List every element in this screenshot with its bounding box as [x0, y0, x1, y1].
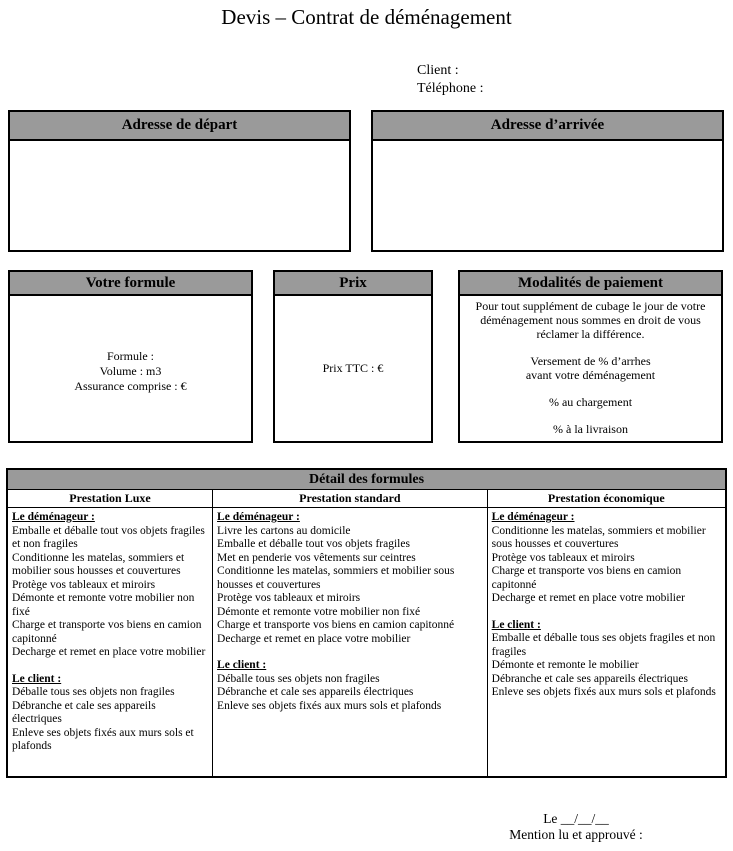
signature-block [426, 811, 726, 843]
list-item: Protège vos tableaux et miroirs [12, 578, 156, 591]
standard-column-cell [213, 508, 488, 776]
list-item: Charge et transporte vos biens en camion capitonné [217, 619, 455, 631]
list-item: Débranche et cale ses appareils électriques [217, 686, 414, 698]
payment-intro: Pour tout supplément de cubage le jour de votre déménagement nous sommes en droit de vous réclamer la différence. [475, 299, 706, 341]
formule-header: Votre formule [10, 272, 251, 296]
delivery-line: % à la livraison [553, 422, 628, 436]
arrival-address-box [371, 110, 724, 252]
economique-column-cell [488, 508, 725, 776]
formule-box [8, 270, 253, 443]
formule-body [10, 296, 251, 394]
list-item: Déballe tous ses objets non fragiles [217, 672, 380, 685]
list-item: Enleve ses objets fixés aux murs sols et plafonds [12, 726, 194, 752]
mention-line: Mention lu et approuvé : [509, 827, 643, 842]
details-table [6, 468, 727, 778]
economique-client-heading: Le client : [491, 618, 541, 631]
volume-line: Volume : m3 [99, 364, 162, 378]
luxe-demenageur-heading: Le déménageur : [12, 511, 95, 523]
list-item: Livre les cartons au domicile [217, 524, 351, 537]
assurance-line: Assurance comprise : € [74, 379, 187, 393]
list-item: Enleve ses objets fixés aux murs sols et plafonds [217, 699, 442, 712]
column-header-standard: Prestation standard [213, 490, 488, 507]
list-item: Conditionne les matelas, sommiers et mobilier sous housses et couvertures [12, 551, 185, 577]
price-header: Prix [275, 272, 431, 296]
deposit-line-2: avant votre déménagement [525, 368, 656, 382]
details-table-headers [8, 490, 725, 508]
client-info [417, 62, 483, 98]
list-item: Enleve ses objets fixés aux murs sols et plafonds [491, 686, 716, 698]
list-item: Déballe tous ses objets non fragiles [12, 686, 175, 698]
list-item: Conditionne les matelas, sommiers et mobilier sous housses et couvertures [217, 565, 455, 591]
price-box [273, 270, 433, 443]
list-item: Charge et transporte vos biens en camion capitonné [12, 619, 202, 645]
payment-header: Modalités de paiement [460, 272, 721, 296]
deposit-line-1: Versement de % d’arrhes [530, 354, 651, 368]
list-item: Démonte et remonte votre mobilier non fixé [12, 592, 195, 618]
list-item: Emballe et déballe tout vos objets fragiles [217, 538, 410, 550]
economique-demenageur-heading: Le déménageur : [491, 511, 575, 523]
payment-body [460, 296, 721, 439]
list-item: Emballe et déballe tous ses objets fragiles et non fragiles [491, 632, 716, 658]
list-item: Démonte et remonte le mobilier [491, 659, 639, 671]
details-table-body [8, 508, 725, 776]
list-item: Débranche et cale ses appareils électriques [491, 672, 689, 685]
list-item: Decharge et remet en place votre mobilier [217, 632, 411, 645]
formule-line: Formule : [107, 349, 154, 363]
phone-label: Téléphone : [417, 81, 484, 96]
standard-client-heading: Le client : [217, 659, 267, 671]
list-item: Decharge et remet en place votre mobilier [12, 646, 206, 658]
luxe-column-cell [8, 508, 213, 776]
list-item: Met en penderie vos vêtements sur ceintres [217, 551, 416, 564]
details-table-title: Détail des formules [8, 470, 725, 490]
departure-address-box [8, 110, 351, 252]
list-item: Protège vos tableaux et miroirs [491, 551, 635, 564]
list-item: Démonte et remonte votre mobilier non fixé [217, 605, 421, 618]
list-item: Charge et transporte vos biens en camion capitonné [491, 565, 682, 591]
payment-box [458, 270, 723, 443]
loading-line: % au chargement [548, 395, 633, 409]
client-label: Client : [417, 63, 459, 78]
page-title: Devis – Contrat de déménagement [221, 5, 512, 29]
luxe-client-heading: Le client : [12, 672, 62, 685]
arrival-address-header: Adresse d’arrivée [373, 112, 722, 141]
list-item: Protège vos tableaux et miroirs [217, 592, 361, 604]
price-ttc-line: Prix TTC : € [322, 361, 384, 375]
column-header-economique: Prestation économique [547, 491, 665, 505]
departure-address-header: Adresse de départ [10, 112, 349, 141]
column-header-luxe: Prestation Luxe [8, 490, 213, 507]
list-item: Emballe et déballe tout vos objets fragiles et non fragiles [12, 524, 205, 550]
list-item: Conditionne les matelas, sommiers et mobilier sous housses et couvertures [491, 524, 706, 550]
list-item: Decharge et remet en place votre mobilier [491, 592, 685, 604]
list-item: Débranche et cale ses appareils électriques [12, 699, 156, 725]
standard-demenageur-heading: Le déménageur : [217, 511, 300, 523]
date-line: Le __/__/__ [543, 811, 609, 826]
